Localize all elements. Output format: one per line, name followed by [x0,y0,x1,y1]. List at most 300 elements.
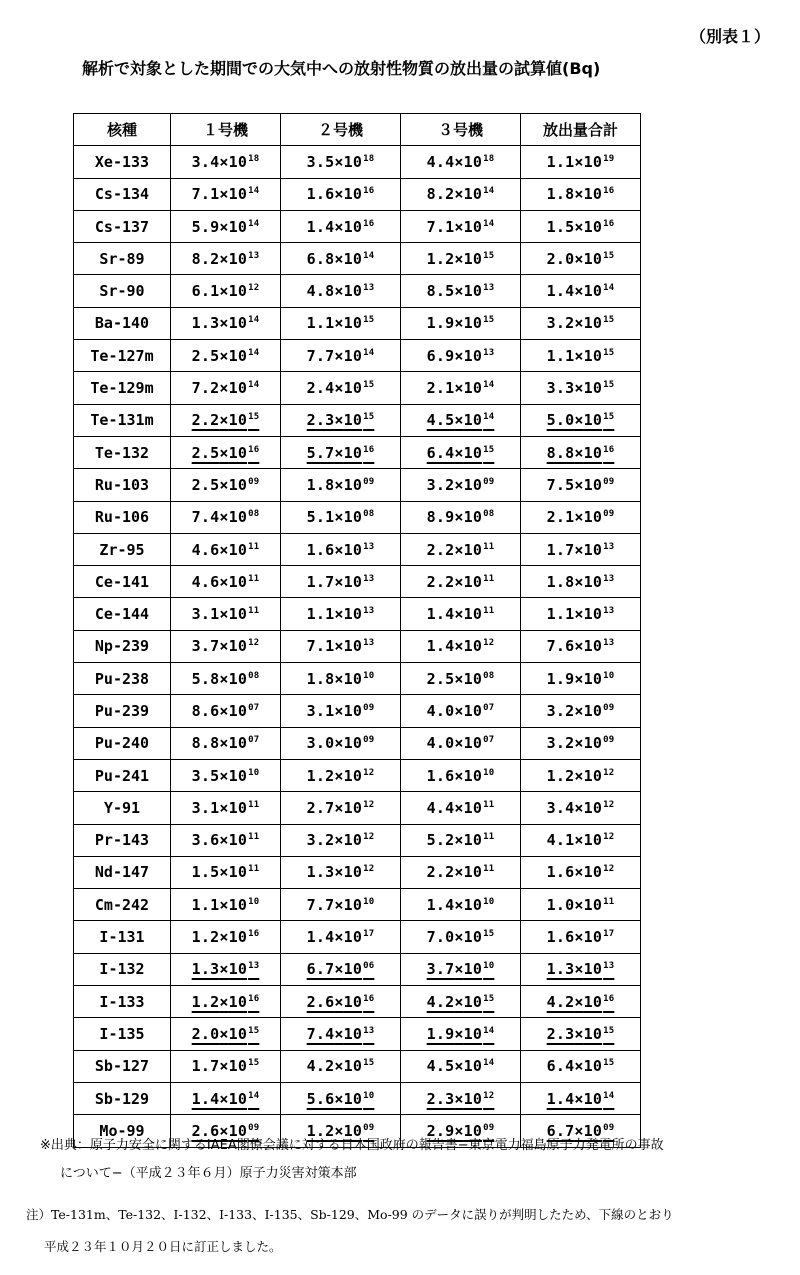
value [307,863,375,881]
times-symbol: × [334,605,344,624]
value [307,573,375,591]
value-cell-total [521,986,641,1018]
base-ten: 10 [228,766,248,785]
mantissa: 8.2 [191,249,220,268]
nuclide-cell: Zr-95 [74,533,171,565]
value [427,863,495,881]
value-cell-unit-3 [401,372,521,404]
exponent: 14 [483,1058,495,1069]
exponent: 14 [483,186,495,197]
times-symbol: × [574,475,584,494]
mantissa: 1.8 [306,475,335,494]
mantissa: 2.2 [426,540,455,559]
base-ten: 10 [343,992,363,1011]
exponent: 16 [248,444,260,455]
mantissa: 2.5 [191,475,220,494]
value-cell-unit-1 [171,210,281,242]
header-unit-2: ２号機 [281,114,401,146]
times-symbol: × [219,346,229,365]
value [547,476,615,494]
base-ten: 10 [583,960,603,979]
corrected-value [307,1025,375,1043]
base-ten: 10 [343,1024,363,1043]
mantissa: 8.9 [426,508,455,527]
times-symbol: × [574,1024,584,1043]
table-row [74,695,641,727]
value-cell-total [521,533,641,565]
corrected-value [307,411,375,429]
value-cell-total [521,1018,641,1050]
exponent: 16 [363,186,375,197]
exponent: 06 [363,961,375,972]
mantissa: 7.6 [546,637,575,656]
exponent: 14 [248,315,260,326]
exponent: 12 [248,283,260,294]
base-ten: 10 [583,152,603,171]
exponent: 10 [363,1090,375,1101]
mantissa: 1.2 [546,766,575,785]
mantissa: 3.7 [426,960,455,979]
corrected-value [192,1025,260,1043]
table-row [74,630,641,662]
base-ten: 10 [463,314,483,333]
times-symbol: × [334,540,344,559]
value [547,831,615,849]
times-symbol: × [574,152,584,171]
times-symbol: × [219,314,229,333]
base-ten: 10 [463,508,483,527]
mantissa: 6.8 [306,249,335,268]
base-ten: 10 [463,928,483,947]
table-row [74,663,641,695]
value-cell-unit-2 [281,953,401,985]
exponent: 15 [363,380,375,391]
mantissa: 2.4 [306,379,335,398]
value-cell-total [521,630,641,662]
value [427,670,495,688]
value [192,637,260,655]
value-cell-unit-2 [281,1082,401,1114]
times-symbol: × [219,572,229,591]
source-note-line-2: について−（平成２３年６月）原子力災害対策本部 [60,1166,357,1181]
exponent: 15 [603,380,615,391]
exponent: 15 [363,412,375,423]
table-row [74,986,641,1018]
value [192,282,260,300]
value [307,734,375,752]
value [427,928,495,946]
page-title: 解析で対象とした期間での大気中への放射性物質の放出量の試算値(Bq) [82,59,601,78]
exponent: 15 [603,1058,615,1069]
times-symbol: × [454,443,464,462]
mantissa: 2.6 [306,992,335,1011]
times-symbol: × [219,249,229,268]
exponent: 12 [363,799,375,810]
times-symbol: × [574,605,584,624]
exponent: 13 [603,961,615,972]
exponent: 12 [363,832,375,843]
value [307,476,375,494]
exponent: 15 [363,315,375,326]
times-symbol: × [454,346,464,365]
value-cell-unit-3 [401,792,521,824]
exponent: 13 [363,573,375,584]
value [427,637,495,655]
times-symbol: × [454,185,464,204]
exponent: 16 [603,218,615,229]
times-symbol: × [334,1024,344,1043]
value-cell-total [521,146,641,178]
value-cell-unit-2 [281,146,401,178]
exponent: 19 [603,153,615,164]
base-ten: 10 [343,411,363,430]
exponent: 11 [248,832,260,843]
value [427,702,495,720]
value [192,379,260,397]
value-cell-unit-1 [171,1018,281,1050]
value [547,347,615,365]
value [427,314,495,332]
corrected-value [192,960,260,978]
value-cell-unit-2 [281,533,401,565]
times-symbol: × [219,701,229,720]
value-cell-total [521,598,641,630]
exponent: 14 [248,186,260,197]
base-ten: 10 [228,928,248,947]
table-row [74,727,641,759]
times-symbol: × [334,249,344,268]
base-ten: 10 [228,185,248,204]
value-cell-unit-1 [171,824,281,856]
base-ten: 10 [463,249,483,268]
mantissa: 1.5 [191,863,220,882]
times-symbol: × [574,282,584,301]
times-symbol: × [219,669,229,688]
exponent: 15 [248,412,260,423]
exponent: 12 [248,638,260,649]
table-row [74,146,641,178]
value [547,218,615,236]
exponent: 12 [603,864,615,875]
value-cell-unit-3 [401,307,521,339]
value [547,799,615,817]
times-symbol: × [219,1024,229,1043]
exponent: 10 [483,961,495,972]
value-cell-unit-1 [171,663,281,695]
corrected-value [192,993,260,1011]
value [427,896,495,914]
mantissa: 4.5 [426,411,455,430]
corrected-value [547,1025,615,1043]
base-ten: 10 [583,411,603,430]
times-symbol: × [574,346,584,365]
exponent: 14 [248,347,260,358]
corrected-value [427,960,495,978]
nuclide-cell: Cs-137 [74,210,171,242]
times-symbol: × [334,831,344,850]
exponent: 13 [363,541,375,552]
base-ten: 10 [583,346,603,365]
exponent: 09 [363,702,375,713]
exponent: 11 [248,606,260,617]
value-cell-unit-1 [171,243,281,275]
mantissa: 1.8 [546,572,575,591]
mantissa: 1.4 [306,217,335,236]
value-cell-unit-1 [171,436,281,468]
mantissa: 3.1 [306,701,335,720]
base-ten: 10 [343,863,363,882]
times-symbol: × [454,863,464,882]
table-row [74,275,641,307]
value-cell-unit-2 [281,630,401,662]
base-ten: 10 [463,572,483,591]
times-symbol: × [454,249,464,268]
times-symbol: × [219,1089,229,1108]
table-row [74,921,641,953]
base-ten: 10 [583,766,603,785]
value [192,1057,260,1075]
times-symbol: × [219,1121,229,1140]
exponent: 15 [603,1025,615,1036]
nuclide-cell: Pu-241 [74,759,171,791]
mantissa: 3.5 [306,152,335,171]
exponent: 13 [363,283,375,294]
mantissa: 7.7 [306,895,335,914]
mantissa: 4.2 [546,992,575,1011]
value [427,347,495,365]
value-cell-unit-2 [281,243,401,275]
nuclide-cell: Ba-140 [74,307,171,339]
table-row [74,792,641,824]
table-row [74,889,641,921]
base-ten: 10 [228,379,248,398]
base-ten: 10 [463,960,483,979]
times-symbol: × [334,928,344,947]
mantissa: 7.1 [306,637,335,656]
exponent: 15 [603,412,615,423]
nuclide-cell: Sb-127 [74,1050,171,1082]
mantissa: 5.7 [306,443,335,462]
times-symbol: × [574,669,584,688]
mantissa: 2.1 [426,379,455,398]
mantissa: 1.4 [426,895,455,914]
value [547,670,615,688]
value-cell-unit-2 [281,340,401,372]
mantissa: 2.3 [306,411,335,430]
exponent: 13 [603,541,615,552]
base-ten: 10 [343,734,363,753]
nuclide-cell: Nd-147 [74,856,171,888]
mantissa: 1.7 [546,540,575,559]
nuclide-cell: Y-91 [74,792,171,824]
value-cell-unit-1 [171,759,281,791]
mantissa: 6.4 [546,1057,575,1076]
value-cell-unit-2 [281,307,401,339]
mantissa: 2.2 [426,863,455,882]
times-symbol: × [334,798,344,817]
base-ten: 10 [463,1024,483,1043]
value-cell-unit-2 [281,663,401,695]
value [192,799,260,817]
exponent: 12 [363,864,375,875]
base-ten: 10 [463,701,483,720]
value [192,831,260,849]
corrected-value [192,1090,260,1108]
value-cell-unit-3 [401,404,521,436]
corrected-value [547,1090,615,1108]
table-row [74,307,641,339]
times-symbol: × [574,831,584,850]
exponent: 10 [248,896,260,907]
mantissa: 7.7 [306,346,335,365]
nuclide-cell: I-132 [74,953,171,985]
base-ten: 10 [228,1121,248,1140]
mantissa: 1.9 [426,1024,455,1043]
times-symbol: × [454,217,464,236]
base-ten: 10 [583,1024,603,1043]
value-cell-total [521,210,641,242]
base-ten: 10 [343,346,363,365]
base-ten: 10 [228,249,248,268]
mantissa: 2.0 [191,1024,220,1043]
base-ten: 10 [343,1057,363,1076]
table-row [74,178,641,210]
base-ten: 10 [343,1121,363,1140]
times-symbol: × [574,863,584,882]
value [547,541,615,559]
times-symbol: × [574,960,584,979]
times-symbol: × [454,928,464,947]
base-ten: 10 [463,217,483,236]
base-ten: 10 [228,992,248,1011]
nuclide-cell: Cm-242 [74,889,171,921]
exponent: 10 [363,896,375,907]
base-ten: 10 [343,152,363,171]
value [427,476,495,494]
nuclide-cell: Xe-133 [74,146,171,178]
base-ten: 10 [583,605,603,624]
exponent: 09 [248,476,260,487]
value [547,508,615,526]
value-cell-total [521,889,641,921]
base-ten: 10 [583,475,603,494]
value [192,347,260,365]
exponent: 11 [603,896,615,907]
value [192,670,260,688]
value [307,153,375,171]
times-symbol: × [334,1121,344,1140]
base-ten: 10 [583,508,603,527]
base-ten: 10 [463,637,483,656]
value-cell-unit-3 [401,469,521,501]
exponent: 16 [363,993,375,1004]
value [427,831,495,849]
times-symbol: × [334,152,344,171]
value-cell-unit-3 [401,1018,521,1050]
times-symbol: × [454,960,464,979]
mantissa: 3.2 [546,734,575,753]
value-cell-unit-3 [401,598,521,630]
value [547,896,615,914]
table-row [74,953,641,985]
times-symbol: × [219,605,229,624]
value-cell-unit-3 [401,210,521,242]
mantissa: 4.5 [426,1057,455,1076]
times-symbol: × [454,1089,464,1108]
value-cell-unit-1 [171,986,281,1018]
base-ten: 10 [463,1089,483,1108]
value-cell-total [521,953,641,985]
base-ten: 10 [343,766,363,785]
nuclide-cell: Sr-90 [74,275,171,307]
exponent: 16 [603,993,615,1004]
value-cell-total [521,1050,641,1082]
mantissa: 8.5 [426,282,455,301]
mantissa: 3.1 [191,605,220,624]
nuclide-cell: Ce-141 [74,566,171,598]
value-cell-unit-2 [281,792,401,824]
base-ten: 10 [583,379,603,398]
exponent: 13 [363,1025,375,1036]
value [192,896,260,914]
value [547,605,615,623]
base-ten: 10 [583,443,603,462]
mantissa: 2.2 [426,572,455,591]
base-ten: 10 [583,314,603,333]
value-cell-unit-2 [281,275,401,307]
exponent: 16 [248,929,260,940]
exponent: 15 [603,250,615,261]
exponent: 18 [248,153,260,164]
base-ten: 10 [583,540,603,559]
value [307,379,375,397]
value [547,379,615,397]
exponent: 13 [363,638,375,649]
value-cell-unit-2 [281,436,401,468]
times-symbol: × [574,508,584,527]
nuclide-cell: Te-132 [74,436,171,468]
exponent: 08 [248,509,260,520]
base-ten: 10 [343,798,363,817]
mantissa: 5.0 [546,411,575,430]
mantissa: 7.4 [191,508,220,527]
value-cell-total [521,340,641,372]
times-symbol: × [334,346,344,365]
exponent: 14 [603,283,615,294]
times-symbol: × [574,637,584,656]
exponent: 11 [483,832,495,843]
times-symbol: × [334,475,344,494]
base-ten: 10 [228,1024,248,1043]
nuclide-cell: Pu-239 [74,695,171,727]
value-cell-unit-1 [171,598,281,630]
times-symbol: × [574,928,584,947]
value-cell-unit-2 [281,759,401,791]
mantissa: 6.4 [426,443,455,462]
value-cell-unit-3 [401,727,521,759]
times-symbol: × [574,572,584,591]
value [192,508,260,526]
times-symbol: × [219,508,229,527]
base-ten: 10 [343,701,363,720]
times-symbol: × [219,379,229,398]
times-symbol: × [219,443,229,462]
times-symbol: × [574,734,584,753]
mantissa: 5.1 [306,508,335,527]
table-row [74,340,641,372]
mantissa: 1.7 [191,1057,220,1076]
exponent: 13 [603,606,615,617]
